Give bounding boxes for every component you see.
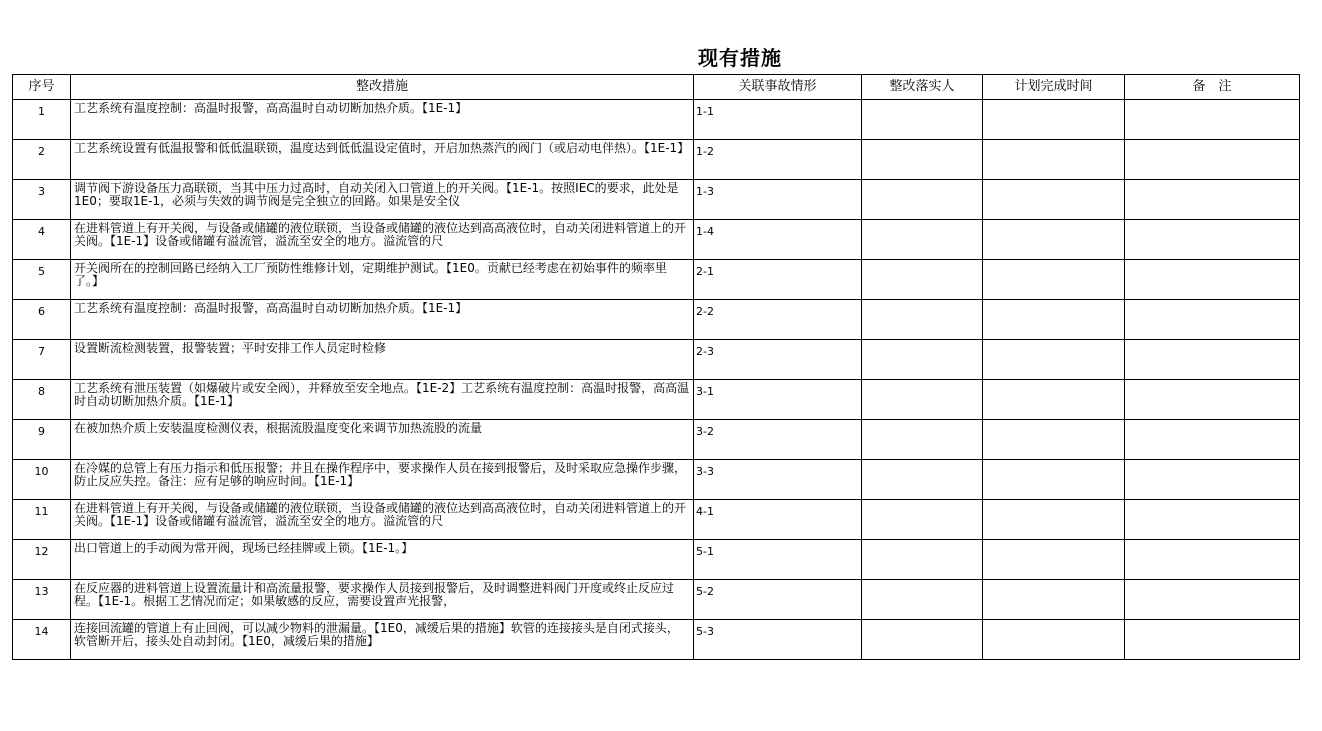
- cell-owner[interactable]: [862, 220, 983, 260]
- cell-owner[interactable]: [862, 100, 983, 140]
- cell-deadline[interactable]: [983, 620, 1125, 660]
- cell-seq[interactable]: 6: [13, 300, 71, 340]
- cell-measure[interactable]: [71, 140, 694, 180]
- measure-text: 在进料管道上有开关阀，与设备或储罐的液位联锁，当设备或储罐的液位达到高高液位时，自动关闭进料管道上的开关阀。【1E-1】设备或储罐有溢流管，溢流至安全的地方。溢流管的尺: [74, 222, 687, 248]
- cell-deadline[interactable]: [983, 380, 1125, 420]
- cell-owner[interactable]: [862, 620, 983, 660]
- header-deadline: 计划完成时间: [983, 75, 1125, 100]
- cell-seq[interactable]: 11: [13, 500, 71, 540]
- cell-measure[interactable]: [71, 620, 694, 660]
- cell-deadline[interactable]: [983, 500, 1125, 540]
- cell-seq[interactable]: 3: [13, 180, 71, 220]
- measure-text: 工艺系统设置有低温报警和低低温联锁，温度达到低低温设定值时，开启加热蒸汽的阀门（或启动电伴热）。【1E-1】: [74, 142, 690, 155]
- cell-scenario[interactable]: 1-1: [694, 100, 862, 140]
- table-row: [13, 620, 1300, 660]
- measure-text: 设置断流检测装置，报警装置；平时安排工作人员定时检修: [74, 342, 387, 355]
- cell-remark[interactable]: [1125, 220, 1300, 260]
- cell-deadline[interactable]: [983, 340, 1125, 380]
- cell-scenario[interactable]: 5-3: [694, 620, 862, 660]
- cell-owner[interactable]: [862, 460, 983, 500]
- cell-remark[interactable]: [1125, 340, 1300, 380]
- table-row: [13, 420, 1300, 460]
- cell-measure[interactable]: [71, 420, 694, 460]
- header-row: [13, 75, 1300, 100]
- header-remark: 备 注: [1125, 75, 1300, 100]
- cell-owner[interactable]: [862, 340, 983, 380]
- cell-scenario[interactable]: 1-3: [694, 180, 862, 220]
- cell-remark[interactable]: [1125, 180, 1300, 220]
- cell-scenario[interactable]: 1-4: [694, 220, 862, 260]
- cell-deadline[interactable]: [983, 180, 1125, 220]
- table-row: [13, 460, 1300, 500]
- measure-text: 在被加热介质上安装温度检测仪表，根据流股温度变化来调节加热流股的流量: [74, 422, 483, 435]
- cell-owner[interactable]: [862, 180, 983, 220]
- cell-remark[interactable]: [1125, 140, 1300, 180]
- cell-owner[interactable]: [862, 580, 983, 620]
- cell-remark[interactable]: [1125, 300, 1300, 340]
- cell-deadline[interactable]: [983, 300, 1125, 340]
- measure-text: 在冷媒的总管上有压力指示和低压报警；并且在操作程序中，要求操作人员在接到报警后，及时采取应急操作步骤，防止反应失控。备注：应有足够的响应时间。【1E-1】: [74, 462, 687, 488]
- cell-scenario[interactable]: 3-2: [694, 420, 862, 460]
- cell-owner[interactable]: [862, 500, 983, 540]
- measure-text: 开关阀所在的控制回路已经纳入工厂预防性维修计划，定期维护测试。【1E0。贡献已经考虑在初始事件的频率里了。】: [74, 262, 667, 288]
- cell-measure[interactable]: [71, 300, 694, 340]
- measure-text: 连接回流罐的管道上有止回阀，可以减少物料的泄漏量。【1E0，减缓后果的措施】软管的连接接头是自闭式接头，软管断开后，接头处自动封闭。【1E0，减缓后果的措施】: [74, 622, 679, 648]
- cell-measure[interactable]: [71, 540, 694, 580]
- cell-remark[interactable]: [1125, 100, 1300, 140]
- cell-owner[interactable]: [862, 300, 983, 340]
- cell-deadline[interactable]: [983, 220, 1125, 260]
- cell-measure[interactable]: [71, 500, 694, 540]
- measure-text: 工艺系统有温度控制：高温时报警，高高温时自动切断加热介质。【1E-1】: [74, 302, 468, 315]
- table-row: [13, 100, 1300, 140]
- header-owner: 整改落实人: [862, 75, 983, 100]
- cell-remark[interactable]: [1125, 580, 1300, 620]
- header-measure: 整改措施: [71, 75, 694, 100]
- table-row: [13, 540, 1300, 580]
- cell-remark[interactable]: [1125, 460, 1300, 500]
- cell-seq[interactable]: 10: [13, 460, 71, 500]
- cell-seq[interactable]: 1: [13, 100, 71, 140]
- cell-remark[interactable]: [1125, 380, 1300, 420]
- cell-deadline[interactable]: [983, 140, 1125, 180]
- cell-measure[interactable]: [71, 380, 694, 420]
- cell-measure[interactable]: [71, 220, 694, 260]
- page-title: 现有措施: [698, 46, 782, 70]
- cell-owner[interactable]: [862, 420, 983, 460]
- cell-scenario[interactable]: 5-2: [694, 580, 862, 620]
- table-row: [13, 340, 1300, 380]
- cell-owner[interactable]: [862, 260, 983, 300]
- cell-deadline[interactable]: [983, 460, 1125, 500]
- cell-scenario[interactable]: 4-1: [694, 500, 862, 540]
- cell-remark[interactable]: [1125, 420, 1300, 460]
- measure-text: 工艺系统有泄压装置（如爆破片或安全阀），并释放至安全地点。【1E-2】工艺系统有温度控制：高温时报警，高高温时自动切断加热介质。【1E-1】: [74, 382, 690, 408]
- table-row: [13, 380, 1300, 420]
- cell-scenario[interactable]: 2-3: [694, 340, 862, 380]
- cell-measure[interactable]: [71, 340, 694, 380]
- cell-measure[interactable]: [71, 260, 694, 300]
- cell-measure[interactable]: [71, 100, 694, 140]
- cell-seq[interactable]: 13: [13, 580, 71, 620]
- measure-text: 调节阀下游设备压力高联锁，当其中压力过高时，自动关闭入口管道上的开关阀。【1E-1。按照IEC的要求，此处是1E0；要取1E-1，必须与失效的调节阀是完全独立的回路。如果是安全仪: [74, 182, 679, 208]
- cell-measure[interactable]: [71, 180, 694, 220]
- cell-seq[interactable]: 12: [13, 540, 71, 580]
- cell-owner[interactable]: [862, 540, 983, 580]
- cell-remark[interactable]: [1125, 500, 1300, 540]
- measure-text: 工艺系统有温度控制：高温时报警，高高温时自动切断加热介质。【1E-1】: [74, 102, 468, 115]
- cell-remark[interactable]: [1125, 260, 1300, 300]
- cell-deadline[interactable]: [983, 580, 1125, 620]
- table-row: [13, 580, 1300, 620]
- cell-deadline[interactable]: [983, 540, 1125, 580]
- measure-text: 在反应器的进料管道上设置流量计和高流量报警，要求操作人员接到报警后，及时调整进料阀门开度或终止反应过程。【1E-1。根据工艺情况而定；如果敏感的反应，需要设置声光报警，: [74, 582, 675, 608]
- cell-deadline[interactable]: [983, 100, 1125, 140]
- cell-seq[interactable]: 7: [13, 340, 71, 380]
- cell-seq[interactable]: 5: [13, 260, 71, 300]
- cell-owner[interactable]: [862, 140, 983, 180]
- table-row: [13, 260, 1300, 300]
- cell-remark[interactable]: [1125, 540, 1300, 580]
- cell-deadline[interactable]: [983, 260, 1125, 300]
- measure-text: 在进料管道上有开关阀，与设备或储罐的液位联锁，当设备或储罐的液位达到高高液位时，自动关闭进料管道上的开关阀。【1E-1】设备或储罐有溢流管，溢流至安全的地方。溢流管的尺: [74, 502, 687, 528]
- table-row: [13, 500, 1300, 540]
- measure-text: 出口管道上的手动阀为常开阀，现场已经挂牌或上锁。【1E-1。】: [74, 542, 414, 555]
- measures-table: [12, 74, 1300, 660]
- cell-seq[interactable]: 8: [13, 380, 71, 420]
- cell-seq[interactable]: 9: [13, 420, 71, 460]
- cell-scenario[interactable]: 2-1: [694, 260, 862, 300]
- cell-seq[interactable]: 4: [13, 220, 71, 260]
- cell-remark[interactable]: [1125, 620, 1300, 660]
- cell-scenario[interactable]: 3-3: [694, 460, 862, 500]
- cell-scenario[interactable]: 3-1: [694, 380, 862, 420]
- cell-seq[interactable]: 14: [13, 620, 71, 660]
- cell-scenario[interactable]: 2-2: [694, 300, 862, 340]
- cell-measure[interactable]: [71, 460, 694, 500]
- table-row: [13, 180, 1300, 220]
- cell-seq[interactable]: 2: [13, 140, 71, 180]
- cell-deadline[interactable]: [983, 420, 1125, 460]
- cell-scenario[interactable]: 1-2: [694, 140, 862, 180]
- table-row: [13, 140, 1300, 180]
- cell-measure[interactable]: [71, 580, 694, 620]
- table-row: [13, 300, 1300, 340]
- cell-owner[interactable]: [862, 380, 983, 420]
- table-row: [13, 220, 1300, 260]
- cell-scenario[interactable]: 5-1: [694, 540, 862, 580]
- header-seq: 序号: [13, 75, 71, 100]
- header-scenario: 关联事故情形: [694, 75, 862, 100]
